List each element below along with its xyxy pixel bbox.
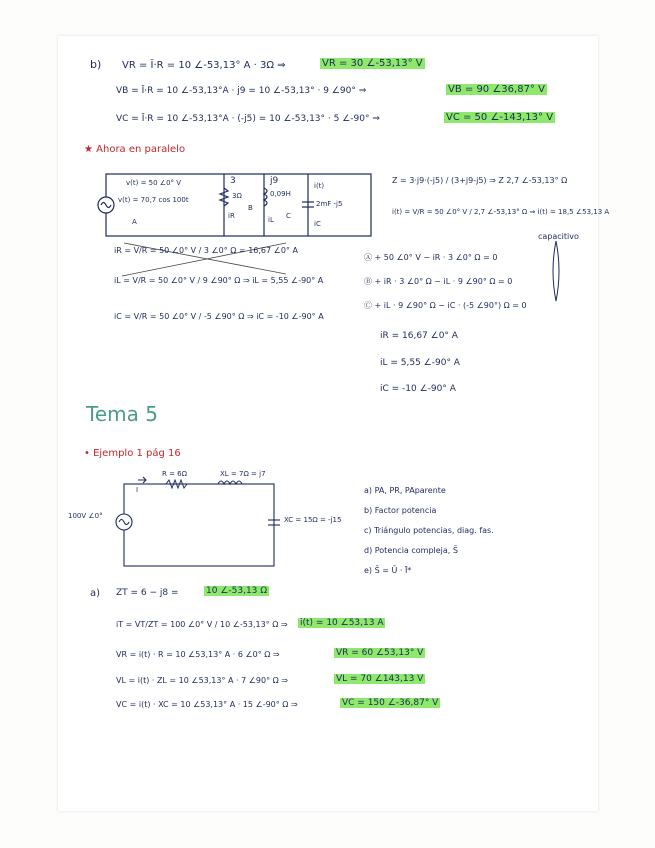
series-source-label: 100V ∠0°	[68, 512, 103, 520]
vc-equation: VC = Ī·R = 10 ∠-53,13°A · (-j5) = 10 ∠-53,13° · 5 ∠-90° ⇒	[116, 114, 380, 124]
zt-equation: ZT = 6 − j8 =	[116, 588, 179, 598]
circuit-r-value: 3	[230, 176, 236, 186]
vl-series-result: VL = 70 ∠143,13 V	[336, 674, 424, 684]
vl-series-equation: VL = i(t) · ZL = 10 ∠53,13° A · 7 ∠90° Ω ⇒	[116, 676, 289, 685]
mesh-c-equation: Ⓒ + iL · 9 ∠90° Ω − iC · (-5 ∠90°) Ω = 0	[364, 301, 527, 310]
vb-result: VB = 90 ∠36,87° V	[448, 84, 545, 95]
circuit-l-value: j9	[270, 176, 279, 186]
series-xc-label: XC = 15Ω = -j15	[284, 516, 342, 524]
ic-equation: iC = V/R = 50 ∠0° V / -5 ∠90° Ω ⇒ iC = -10 ∠-90° A	[114, 312, 324, 321]
result-ir: iR = 16,67 ∠0° A	[380, 331, 458, 341]
circuit-node-c: C	[286, 212, 291, 220]
capacitive-note: capacitivo	[538, 232, 579, 241]
mesh-b-equation: Ⓑ + iR · 3 ∠0° Ω − iL · 9 ∠90° Ω = 0	[364, 277, 513, 286]
current-arrow-icon	[138, 477, 146, 483]
question-d: d) Potencia compleja, S̄	[364, 546, 458, 555]
series-circuit-frame	[124, 484, 274, 566]
series-xl-label: XL = 7Ω = j7	[220, 470, 266, 478]
circuit-node-a: A	[132, 218, 137, 226]
result-il: iL = 5,55 ∠-90° A	[380, 358, 460, 368]
it-result: i(t) = 10 ∠53,13 A	[300, 618, 384, 628]
vc-series-result: VC = 150 ∠-36,87° V	[342, 698, 439, 708]
question-a: a) PA, PR, PAparente	[364, 486, 446, 495]
parallel-heading: ★ Ahora en paralelo	[84, 144, 186, 155]
vr-result: VR = 30 ∠-53,13° V	[322, 58, 423, 69]
circuit-i-c: iC	[314, 220, 321, 228]
total-current-equation: i(t) = V/R = 50 ∠0° V / 2,7 ∠-53,13° Ω ⇒ i(t) = 18,5 ∠53,13 A	[392, 208, 610, 216]
circuit-node-b: B	[248, 204, 253, 212]
circuit-c-unit: 2mF -j5	[316, 200, 343, 208]
circuit-i-r: iR	[228, 212, 235, 220]
zt-result: 10 ∠-53,13 Ω	[206, 586, 268, 596]
circuit-v-label: v(t) = 50 ∠0° V	[126, 179, 182, 187]
answer-a-label: a)	[90, 588, 101, 599]
vr-series-equation: VR = i(t) · R = 10 ∠53,13° A · 6 ∠0° Ω ⇒	[116, 650, 280, 659]
result-ic: iC = -10 ∠-90° A	[380, 384, 456, 394]
circuit-i-l: iL	[268, 216, 274, 224]
question-c: c) Triángulo potencias, diag. fas.	[364, 526, 494, 535]
vr-series-result: VR = 60 ∠53,13° V	[336, 648, 424, 658]
question-e: e) S̄ = Ū · Ī*	[364, 566, 412, 575]
vb-equation: VB = Ī·R = 10 ∠-53,13°A · j9 = 10 ∠-53,13° · 9 ∠90° ⇒	[116, 86, 367, 96]
il-equation: iL = V/R = 50 ∠0° V / 9 ∠90° Ω ⇒ iL = 5,55 ∠-90° A	[114, 276, 324, 285]
question-b: b) Factor potencia	[364, 506, 437, 515]
mesh-a-equation: Ⓐ + 50 ∠0° V − iR · 3 ∠0° Ω = 0	[364, 253, 498, 262]
ir-equation: iR = V/R = 50 ∠0° V / 3 ∠0° Ω = 16,67 ∠0° A	[114, 246, 298, 255]
vc-series-equation: VC = i(t) · XC = 10 ∠53,13° A · 15 ∠-90° Ω ⇒	[116, 700, 298, 709]
notebook-page	[58, 36, 610, 811]
circuit-i-total: i(t)	[314, 182, 325, 190]
circuit-r-unit: 3Ω	[232, 192, 242, 200]
it-equation: iT = VT/ZT = 100 ∠0° V / 10 ∠-53,13° Ω ⇒	[116, 620, 288, 629]
vr-equation: VR = Ī·R = 10 ∠-53,13° A · 3Ω ⇒	[122, 60, 286, 71]
circuit-l-unit: 0,09H	[270, 190, 291, 198]
tema-title: Tema 5	[86, 402, 158, 426]
brace-icon	[553, 241, 559, 301]
series-r-label: R = 6Ω	[162, 470, 187, 478]
example-heading: • Ejemplo 1 pág 16	[84, 448, 181, 459]
circuit-v-time: v(t) = 70,7 cos 100t	[118, 196, 189, 204]
series-current-label: I	[136, 486, 139, 494]
impedance-equation: Z = 3·j9·(-j5) / (3+j9-j5) ⇒ Z 2,7 ∠-53,13° Ω	[392, 176, 568, 185]
part-b-label: b)	[90, 58, 102, 71]
vc-result: VC = 50 ∠-143,13° V	[446, 112, 554, 123]
